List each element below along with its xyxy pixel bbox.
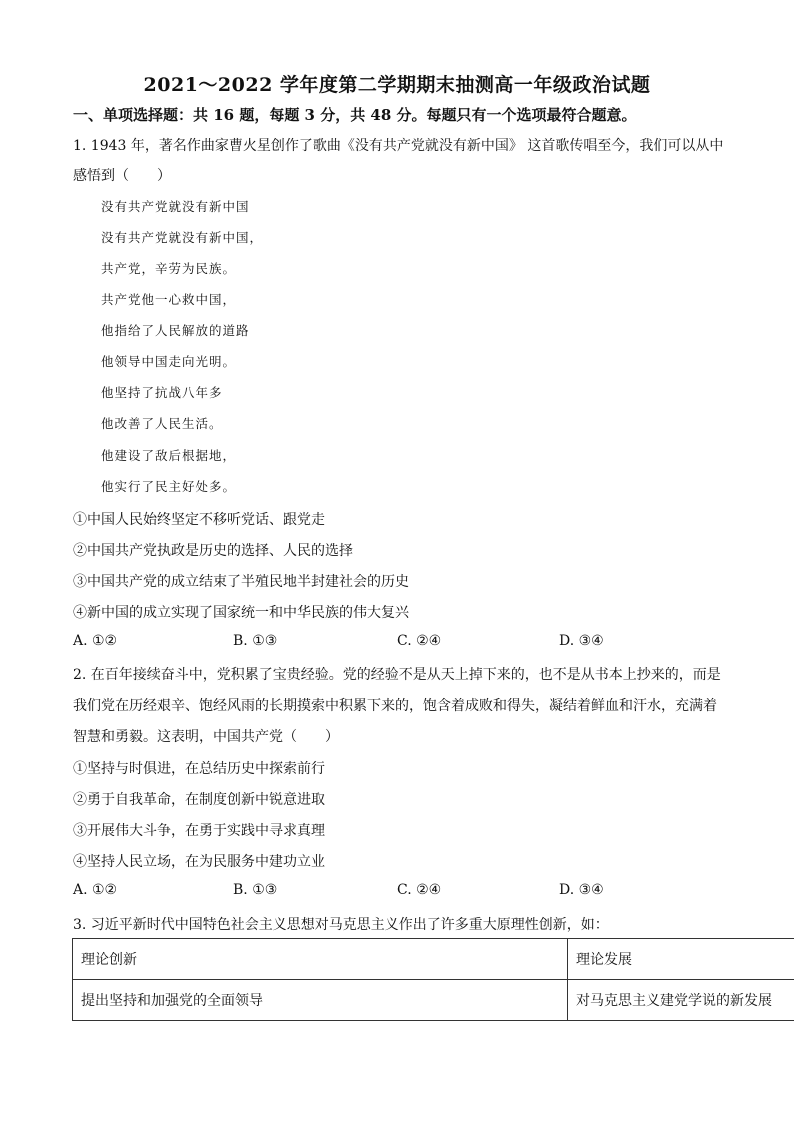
q1-choice-a: A. ①②	[73, 633, 118, 649]
table-header-cell: 理论创新	[73, 939, 568, 980]
theory-table	[72, 938, 794, 1021]
q2-choice-d: D. ③④	[559, 882, 604, 898]
q2-option-3: ③开展伟大斗争，在勇于实践中寻求真理	[73, 823, 325, 839]
q1-choice-d: D. ③④	[559, 633, 604, 649]
q1-poem-line: 他领导中国走向光明。	[101, 354, 237, 369]
table-header-row	[73, 939, 794, 980]
table-cell: 提出坚持和加强党的全面领导	[73, 980, 568, 1021]
q2-choice-b: B. ①③	[233, 882, 278, 898]
q1-poem-line: 他建设了敌后根据地，	[101, 448, 237, 463]
q1-choice-c: C. ②④	[397, 633, 442, 649]
q1-poem-line: 他坚持了抗战八年多	[101, 385, 223, 400]
q1-stem-line2: 感悟到（ ）	[73, 168, 171, 184]
exam-title: 2021～2022 学年度第二学期期末抽测高一年级政治试题	[143, 74, 651, 96]
q1-option-4: ④新中国的成立实现了国家统一和中华民族的伟大复兴	[73, 605, 409, 621]
q3-stem: 3. 习近平新时代中国特色社会主义思想对马克思主义作出了许多重大原理性创新，如：	[73, 917, 609, 933]
q2-option-1: ①坚持与时俱进，在总结历史中探索前行	[73, 761, 325, 777]
table-row	[73, 980, 794, 1021]
q1-option-3: ③中国共产党的成立结束了半殖民地半封建社会的历史	[73, 574, 409, 590]
table-header-cell: 理论发展	[568, 939, 794, 980]
q1-choice-b: B. ①③	[233, 633, 278, 649]
q1-poem-line: 他实行了民主好处多。	[101, 479, 237, 494]
q1-poem-line: 他指给了人民解放的道路	[101, 323, 250, 338]
q2-stem-line3: 智慧和勇毅。这表明，中国共产党（ ）	[73, 729, 339, 745]
q1-poem-line: 没有共产党就没有新中国	[101, 199, 250, 214]
q1-poem-line: 共产党，辛劳为民族。	[101, 261, 237, 276]
q2-option-4: ④坚持人民立场，在为民服务中建功立业	[73, 854, 325, 870]
q2-choice-a: A. ①②	[73, 882, 118, 898]
q2-stem-line2: 我们党在历经艰辛、饱经风雨的长期摸索中积累下来的，饱含着成败和得失，凝结着鲜血和汗水，充满着	[73, 698, 717, 714]
q1-option-1: ①中国人民始终坚定不移听党话、跟党走	[73, 512, 325, 528]
table-cell: 对马克思主义建党学说的新发展	[568, 980, 794, 1021]
q1-stem-line1: 1. 1943 年，著名作曲家曹火星创作了歌曲《没有共产党就没有新中国》 这首歌传唱至今，我们可以从中	[73, 138, 724, 154]
section-heading: 一、单项选择题：共 16 题，每题 3 分，共 48 分。每题只有一个选项最符合题意。	[73, 106, 637, 124]
q1-poem-line: 共产党他一心救中国，	[101, 292, 237, 307]
q1-poem-line: 他改善了人民生活。	[101, 416, 223, 431]
q2-stem-line1: 2. 在百年接续奋斗中，党积累了宝贵经验。党的经验不是从天上掉下来的，也不是从书本上抄来的，而是	[73, 667, 721, 683]
q2-option-2: ②勇于自我革命，在制度创新中锐意进取	[73, 792, 325, 808]
q2-choice-c: C. ②④	[397, 882, 442, 898]
q1-poem-line: 没有共产党就没有新中国，	[101, 230, 264, 245]
q1-option-2: ②中国共产党执政是历史的选择、人民的选择	[73, 543, 353, 559]
